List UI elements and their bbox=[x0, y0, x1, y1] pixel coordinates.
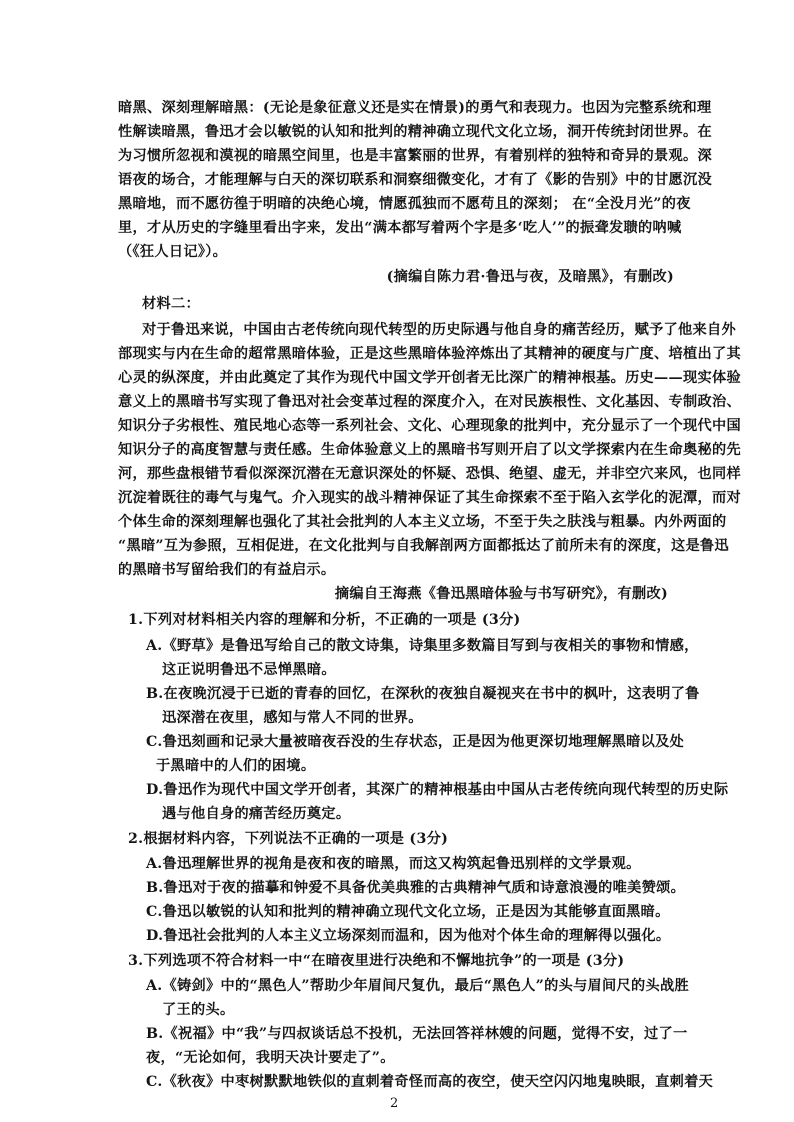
answer-option: D.鲁迅作为现代中国文学开创者，其深广的精神根基由中国从古老传统向现代转型的历史际 bbox=[146, 782, 729, 798]
answer-option: A.《铸剑》中的“黑色人”帮助少年眉间尺复仇，最后“黑色人”的头与眉间尺的头战胜 bbox=[146, 978, 689, 994]
answer-option: B.在夜晚沉浸于已逝的青春的回忆，在深秋的夜独自凝视夹在书中的枫叶，这表明了鲁 bbox=[146, 686, 700, 702]
material-two-line: 知识分子劣根性、殖民地心态等一系列社会、文化、心理现象的批判中，充分显示了一个现代中国 bbox=[118, 418, 741, 434]
answer-option-continued: 这正说明鲁迅不忌惮黑暗。 bbox=[162, 662, 336, 678]
material-one-line: 里，才从历史的字缝里看出字来，发出“满本都写着两个字是多‘吃人’”的振聋发聩的呐喊 bbox=[118, 220, 682, 236]
question-stem: 3.下列选项不符合材料一中“在暗夜里进行决绝和不懈地抗争”的一项是 (3分) bbox=[128, 953, 625, 969]
material-one-line: 为习惯所忽视和漠视的暗黑空间里，也是丰富繁丽的世界，有着别样的独特和奇异的景观。深 bbox=[118, 148, 712, 164]
answer-option: B.鲁迅对于夜的描摹和钟爱不具备优美典雅的古典精神气质和诗意浪漫的唯美赞颂。 bbox=[146, 880, 686, 896]
answer-option-continued: 遇与他自身的痛苦经历奠定。 bbox=[162, 806, 351, 822]
material-two-line: 知识分子的高度智慧与责任感。生命体验意义上的黑暗书写则开启了以文学探索内在生命奥秘的先 bbox=[118, 442, 741, 458]
material-two-line: 对于鲁迅来说，中国由古老传统向现代转型的历史际遇与他自身的痛苦经历，赋予了他来自外 bbox=[142, 322, 736, 338]
material-two-line: 个体生命的深刻理解也强化了其社会批判的人本主义立场，不至于失之肤浅与粗暴。内外两面的 bbox=[118, 514, 727, 530]
material-two-line: 河，那些盘根错节看似深深沉潜在无意识深处的怀疑、恐惧、绝望、虚无，并非空穴来风，也同样 bbox=[118, 466, 741, 482]
material-two-line: 意义上的黑暗书写实现了鲁迅对社会变革过程的深度介入，在对民族根性、文化基因、专制政治、 bbox=[118, 394, 741, 410]
material-one-line: （《狂人日记》）。 bbox=[118, 244, 228, 260]
page-number: 2 bbox=[390, 1096, 399, 1111]
answer-option-continued: 迅深潜在夜里，感知与常人不同的世界。 bbox=[162, 710, 423, 726]
answer-option-continued: 了王的头。 bbox=[162, 1002, 235, 1018]
answer-option: A.《野草》是鲁迅写给自己的散文诗集，诗集里多数篇目写到与夜相关的事物和情感， bbox=[146, 638, 699, 654]
answer-option: B.《祝福》中“我”与四叔谈话总不投机，无法回答祥林嫂的问题，觉得不安，过了一 bbox=[146, 1026, 688, 1042]
answer-option-continued: 夜，“无论如何，我明天决计要走了”。 bbox=[146, 1050, 395, 1066]
material-two-line: 的黑暗书写留给我们的有益启示。 bbox=[118, 562, 336, 578]
material-two-line: 部现实与内在生命的超常黑暗体验，正是这些黑暗体验淬炼出了其精神的硬度与广度、培植出了其 bbox=[118, 346, 741, 362]
answer-option: A.鲁迅理解世界的视角是夜和夜的暗黑，而这又构筑起鲁迅别样的文学景观。 bbox=[146, 856, 641, 872]
material-one-line: 性解读暗黑，鲁迅才会以敏锐的认知和批判的精神确立现代文化立场，洞开传统封闭世界。在 bbox=[118, 124, 712, 140]
question-stem: 2.根据材料内容，下列说法不正确的一项是 (3分) bbox=[128, 831, 449, 847]
answer-option: D.鲁迅社会批判的人本主义立场深刻而温和，因为他对个体生命的理解得以强化。 bbox=[146, 928, 671, 944]
material-two-heading: 材料二： bbox=[142, 296, 200, 312]
question-stem: 1.下列对材料相关内容的理解和分析，不正确的一项是 (3分) bbox=[128, 612, 521, 628]
material-one-line: 语夜的场合，才能理解与白天的深切联系和洞察细微变化，才有了《影的告别》中的甘愿沉没 bbox=[118, 172, 712, 188]
answer-option-continued: 于黑暗中的人们的困境。 bbox=[156, 758, 316, 774]
material-two-line: 沉淀着既往的毒气与鬼气。介入现实的战斗精神保证了其生命探索不至于陷入玄学化的泥潭，而对 bbox=[118, 490, 741, 506]
material-two-line: 心灵的纵深度，并由此奠定了其作为现代中国文学开创者无比深广的精神根基。历史——现实体验 bbox=[118, 370, 741, 386]
material-one-line: 黑暗地，而不愿彷徨于明暗的决绝心境，情愿孤独而不愿苟且的深刻； 在“全没月光”的夜 bbox=[118, 196, 691, 212]
source-citation-one: (摘编自陈力君·鲁迅与夜，及暗黑》，有删改) bbox=[386, 269, 674, 285]
source-citation-two: 摘编自王海燕《鲁迅黑暗体验与书写研究》，有删改) bbox=[334, 586, 668, 602]
material-one-line: 暗黑、深刻理解暗黑：(无论是象征意义还是实在情景)的勇气和表现力。也因为完整系统和理 bbox=[118, 100, 712, 116]
answer-option: C.《秋夜》中枣树默默地铁似的直刺着奇怪而高的夜空，使天空闪闪地鬼映眼，直刺着天 bbox=[146, 1074, 714, 1090]
answer-option: C.鲁迅以敏锐的认知和批判的精神确立现代文化立场，正是因为其能够直面黑暗。 bbox=[146, 904, 670, 920]
material-two-line: “黑暗”互为参照，互相促进，在文化批判与自我解剖两方面都抵达了前所未有的深度，这是鲁迅 bbox=[118, 538, 729, 554]
answer-option: C.鲁迅刻画和记录大量被暗夜吞没的生存状态，正是因为他更深切地理解黑暗以及处 bbox=[146, 734, 685, 750]
